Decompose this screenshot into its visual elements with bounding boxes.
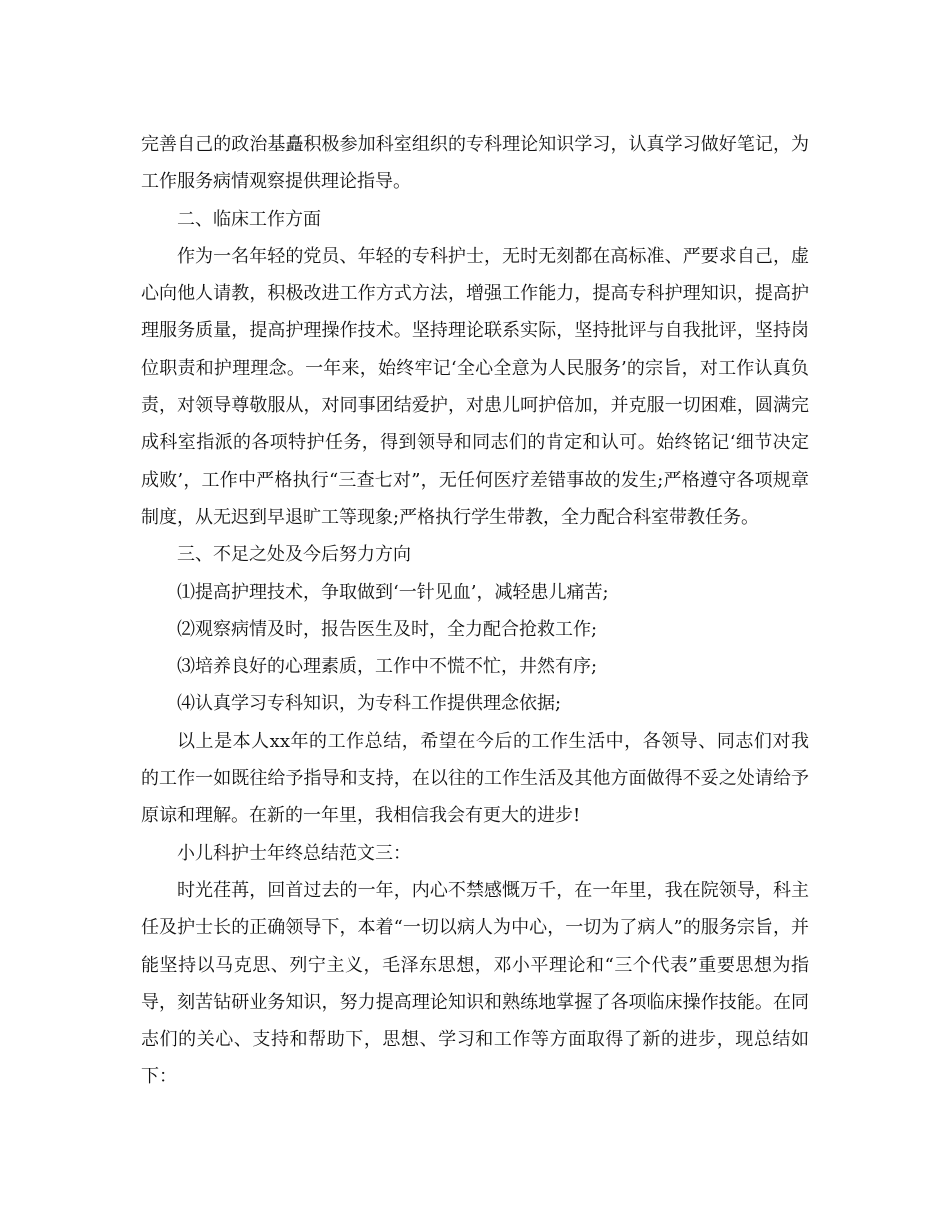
- document-body: [141, 126, 809, 1096]
- list-item: ⑴提高护理技术，争取做到‘一针见血’，减轻患儿痛苦;: [177, 581, 609, 603]
- paragraph: 以上是本人xx年的工作总结，希望在今后的工作生活中，各领导、同志们对我的工作一如既往给予指导和支持，在以往的工作生活及其他方面做得不妥之处请给予原谅和理解。在新的一年里，我相信我会有更大的进步!: [141, 730, 809, 827]
- section-heading: 三、不足之处及今后努力方向: [177, 544, 411, 566]
- section-heading: 小儿科护士年终总结范文三：: [177, 842, 411, 864]
- list-item: ⑵观察病情及时，报告医生及时，全力配合抢救工作;: [177, 618, 598, 640]
- paragraph: 作为一名年轻的党员、年轻的专科护士，无时无刻都在高标准、严要求自己，虚心向他人请教，积极改进工作方式方法，增强工作能力，提高专科护理知识，提高护理服务质量，提高护理操作技术。坚持理论联系实际，坚持批评与自我批评，坚持岗位职责和护理理念。一年来，始终牢记‘全心全意为人民服务’的宗旨，对工作认真负责，对领导尊敬服从，对同事团结爱护，对患儿呵护倍加，并克服一切困难，圆满完成科室指派的各项特护任务，得到领导和同志们的肯定和认可。始终铭记‘细节决定成败’，工作中严格执行“三查七对”，无任何医疗差错事故的发生;严格遵守各项规章制度，从无迟到早退旷工等现象;严格执行学生带教，全力配合科室带教任务。: [141, 245, 809, 528]
- list-item: ⑶培养良好的心理素质，工作中不慌不忙，井然有序;: [177, 656, 598, 678]
- paragraph: 完善自己的政治基矗积极参加科室组织的专科理论知识学习，认真学习做好笔记，为工作服务病情观察提供理论指导。: [141, 134, 809, 193]
- list-item: ⑷认真学习专科知识，为专科工作提供理念依据;: [177, 693, 562, 715]
- section-heading: 二、临床工作方面: [177, 208, 321, 230]
- paragraph: 时光荏苒，回首过去的一年，内心不禁感慨万千，在一年里，我在院领导，科主任及护士长的正确领导下，本着“一切以病人为中心，一切为了病人”的服务宗旨，并能坚持以马克思、列宁主义，毛泽东思想，邓小平理论和“三个代表”重要思想为指导，刻苦钻研业务知识，努力提高理论知识和熟练地掌握了各项临床操作技能。在同志们的关心、支持和帮助下，思想、学习和工作等方面取得了新的进步，现总结如下：: [141, 879, 809, 1088]
